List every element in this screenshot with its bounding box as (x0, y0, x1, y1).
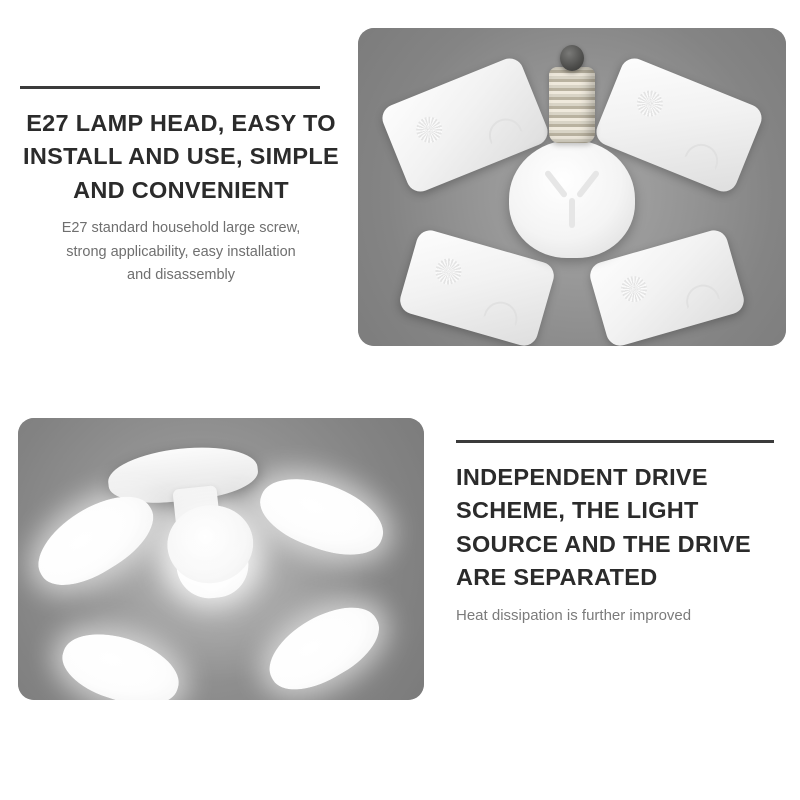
headline-line: SCHEME, THE LIGHT (456, 497, 699, 524)
subtext-line: E27 standard household large screw, (61, 220, 301, 237)
lamp-illustration-lit (30, 423, 395, 700)
subtext-line: strong applicability, easy installation (66, 243, 296, 260)
screw-thread (549, 67, 595, 143)
independent-drive-text-block (456, 440, 786, 629)
headline-line: ARE SEPARATED (456, 564, 658, 591)
illuminated-deformable-led-lamp-photo (18, 418, 424, 700)
hub-y-marking (535, 164, 609, 230)
headline-line: SOURCE AND THE DRIVE (456, 530, 751, 557)
headline-line: INSTALL AND USE, SIMPLE (23, 143, 339, 170)
subtext-line: Heat dissipation is further improved (456, 607, 692, 625)
headline-line: E27 LAMP HEAD, EASY TO (26, 110, 336, 136)
headline-line: AND CONVENIENT (73, 176, 289, 203)
lamp-head-subtext (16, 217, 346, 287)
lit-lamp-blade (54, 621, 187, 700)
heading-rule (20, 86, 320, 89)
lit-lamp-blade (256, 591, 391, 700)
e27-screw-base (543, 45, 601, 153)
heading-rule (456, 440, 774, 443)
independent-drive-subtext (456, 604, 786, 628)
lamp-head-text-block (16, 86, 346, 354)
lamp-illustration-folded (382, 37, 762, 337)
lamp-hub (509, 140, 635, 258)
lamp-head-headline (16, 107, 346, 207)
headline-line: INDEPENDENT DRIVE (456, 464, 708, 490)
lit-lamp-blade (251, 465, 393, 569)
folded-deformable-led-lamp-photo (358, 28, 786, 346)
subtext-line: and disassembly (127, 267, 235, 284)
base-contact-tip (560, 45, 584, 71)
independent-drive-headline (456, 461, 786, 594)
